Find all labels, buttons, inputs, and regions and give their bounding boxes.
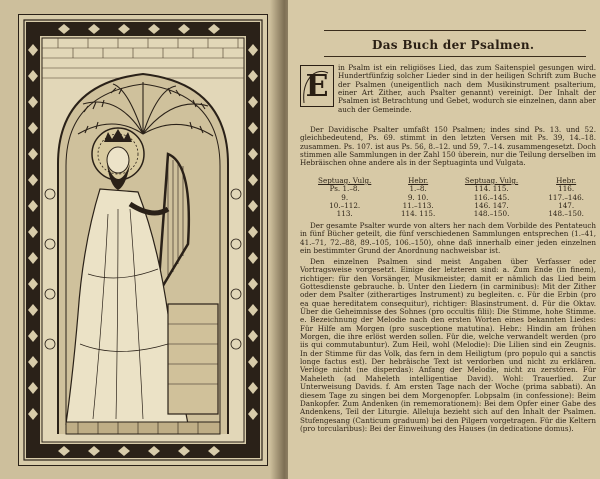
- right-page: [288, 0, 600, 479]
- table-cell: 116.: [558, 184, 575, 194]
- table-cell: 117.–146.: [548, 192, 584, 202]
- header-cell: Hebr.: [408, 176, 429, 185]
- table-cell: 11.–113.: [402, 200, 434, 210]
- header-rule-top: [324, 30, 586, 31]
- table-cell: 114. 115.: [474, 184, 509, 194]
- dropcap-ornament: [300, 65, 334, 107]
- table-cell: 147.: [558, 200, 575, 210]
- table-cell: 9. 10.: [407, 192, 429, 202]
- books-text: Der gesamte Psalter wurde von alters her nach dem Vorbilde des Pentateuch in fünf Bücher geteilt, die fünf verschiedenen Sammlungen entsprechen (1.–41, 41.–71, 72.–88, 89.–105, 106.–150), ohne daß innerhalb einer jeden einzelnen ein bestimmter Grund der Anordnung nachweisbar ist.: [300, 221, 596, 256]
- table-cell: Ps. 1.–8.: [329, 184, 360, 194]
- dropcap-letter: E: [305, 69, 329, 104]
- intro-paragraph: [300, 64, 596, 114]
- king-david-illustration: [18, 14, 268, 466]
- table-cell: 148.–150.: [473, 209, 510, 219]
- table-cell: 113.: [336, 209, 353, 219]
- table-row: [300, 210, 596, 218]
- table-cell: 148.–150.: [548, 209, 584, 219]
- table-cell: 116.–145.: [473, 192, 510, 202]
- table-cell: 114. 115.: [400, 209, 436, 219]
- concordance-table: [300, 177, 596, 218]
- table-cell: 146. 147.: [474, 200, 509, 210]
- table-cell: 9.: [341, 192, 349, 202]
- paragraph-titles: [300, 258, 596, 476]
- paragraph-books: [300, 222, 596, 255]
- header-cell: Septuag. Vulg.: [318, 176, 372, 185]
- header-cell: Hebr.: [556, 176, 577, 185]
- header-cell: Septuag. Vulg.: [464, 176, 519, 185]
- intro-text: in Psalm ist ein religiöses Lied, das zum Saitenspiel gesungen wird. Hundertfünfzig solcher Lieder sind in der heiligen Schrift zum Buche der Psalmen (uneigentlich nach dem Musikinstrument psalterium, einer Art Zither, auch Psalter genannt) vereinigt. Der Inhalt der Psalmen ist Betrachtung und Gebet, wodurch sie einzelnen, dann aber auch der Gemeinde.: [338, 63, 596, 114]
- count-text: Der Davidische Psalter umfaßt 150 Psalmen; indes sind Ps. 13. und 52. gleichbedeutend, Ps. 69. stimmt in den letzten Versen mit Ps. 39, 14.–18. zusammen. Ps. 107. ist aus Ps. 56, 8.–12. und 59, 7.–14. zusammengesetzt. Doch stimmen alle Sammlungen in der Zahl 150 überein, nur die Teilung derselben im Hebräischen ohne andere als in der Septuaginta und Vulgata.: [300, 125, 596, 168]
- page-heading: Das Buch der Psalmen.: [372, 38, 535, 52]
- titles-text: Den einzelnen Psalmen sind meist Angaben über Verfasser oder Vortragsweise vorgesetzt. Einige der letzteren sind: a. Zum Ende (in finem), richtiger: für den Vorsänger, Musikmeister, damit er nämlich das Lied beim Gottesdienste gebrauche. b. Unter den Liedern (in carminibus): Mit der Zither oder dem Psalter (zitherartiges Instrument) zu begleiten. c. Für die Erbin (pro ea quae hereditatem consequitur), richtiger: Blasinstrument. d. Für die Oktav. Über die Geheimnisse des Sohnes (pro occultis filii): Die Stimme, hohe Stimme. e. Bezeichnung der Melodie nach den ersten Worten eines bekannten Liedes: Für Hilfe am Morgen (pro susceptione matutina). Hebr.: Hindin am frühen Morgen, die ihre erlöst werden sollen. Für die, welche verwandelt werden (pro iis qui commutabuntur). Zum Heil, wohl (Melodie): Die Lilien sind ein Zeugnis. In der Stimme für das Volk, das fern in dem Heiligtum (pro populo qui a sanctis longe factus est). Der hebräische Text ist verdorben und nicht zu erklären. Verlöge nicht (ne disperdas): Anfang der Melodie, nicht zu zerstören. Für Maheleth (ad Maheleth intelligentiae David). Wohl: Trauerlied. Zur Unterweisung Davids. f. Am ersten Tage nach der Woche (prima sabbati). An diesem Tage zu singen bei dem Morgenopfer. Lobpsalm (in confessione): Beim Dankopfer. Zum Andenken (in rememorationem): Bei dem Opfer einer Gabe des Andenkens, Teil der Liturgie. Alleluja bezieht sich auf den Inhalt der Psalmen. Stufengesang (Canticum graduum) bei den Pilgern vorgetragen. Für die Keltern (pro torcularibus): Bei der Einweihung des Hauses (in dedicatione domus).: [300, 258, 596, 433]
- header-rule-bottom: [324, 56, 586, 57]
- left-page: [0, 0, 288, 479]
- table-cell: 1.–8.: [409, 184, 427, 194]
- paragraph-count: [300, 126, 596, 168]
- table-cell: 10.–112.: [329, 200, 361, 210]
